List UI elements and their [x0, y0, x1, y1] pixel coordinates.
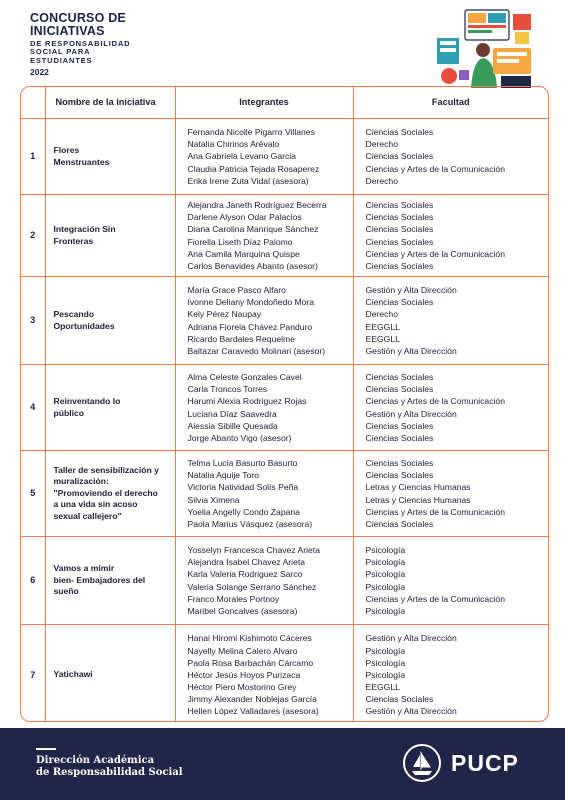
member-name: Jimmy Alexander Noblejas García: [187, 693, 317, 704]
member-name: Telma Lucia Basurto Basurto: [187, 458, 298, 469]
member-name: Paola Rosa Barbachán Cárcamo: [187, 657, 314, 668]
member-name: Victoria Natividad Solís Peña: [187, 482, 299, 493]
initiative-name-line: Taller de sensibilización y: [53, 464, 159, 475]
faculty-name: Ciencias Sociales: [365, 470, 434, 481]
contest-year: 2022: [30, 67, 49, 77]
initiative-name-line: Oportunidades: [53, 320, 115, 331]
faculty-name: Letras y Ciencias Humanas: [365, 494, 471, 505]
initiative-name-line: a una vida sin acoso: [53, 499, 138, 510]
member-name: Héctor Jesús Hoyos Purizaca: [187, 669, 301, 680]
member-name: Ana Camila Marquina Quispe: [187, 248, 300, 259]
org-line: Dirección Académica: [36, 755, 155, 766]
faculty-name: Gestión y Alta Dirección: [365, 408, 457, 419]
initiative-name-line: Menstruantes: [53, 156, 110, 167]
title-line: CONCURSO DE: [30, 11, 126, 25]
member-name: Luciana Díaz Saavedra: [187, 408, 277, 419]
faculty-name: Psicología: [365, 569, 406, 580]
faculty-name: Gestión y Alta Dirección: [365, 345, 457, 356]
faculty-name: Ciencias Sociales: [365, 236, 434, 247]
faculty-name: Ciencias Sociales: [365, 127, 434, 138]
header-illustration: [435, 8, 535, 90]
member-name: Hellen López Valladares (asesora): [187, 705, 319, 716]
row-number: 3: [21, 277, 45, 365]
faculty-name: Gestión y Alta Dirección: [365, 705, 457, 716]
member-name: Baltazar Caravedo Molinari (asesor): [187, 345, 326, 356]
faculty-name: EEGGLL: [365, 321, 400, 332]
faculty-name: Ciencias Sociales: [365, 693, 434, 704]
faculty-name: Letras y Ciencias Humanas: [365, 482, 471, 493]
member-name: Jorge Abanto Vigo (asesor): [187, 432, 292, 443]
faculty-name: Psicología: [365, 545, 406, 556]
col-header-faculty: Facultad: [353, 87, 548, 119]
col-header-members: Integrantes: [175, 87, 353, 119]
member-name: Ivonne Deliany Mondoñedo Mora: [187, 297, 315, 308]
initiative-name-line: público: [53, 407, 85, 418]
member-name: Darlene Alyson Odar Palacios: [187, 212, 302, 223]
faculty-name: Ciencias Sociales: [365, 151, 434, 162]
member-name: Valeria Solange Serrano Sánchez: [187, 581, 317, 592]
initiatives-table: [20, 86, 549, 722]
initiative-name: [45, 625, 175, 723]
initiative-name-line: bien- Embajadores del: [53, 574, 146, 585]
faculty-name: Derecho: [365, 139, 398, 150]
initiative-name-line: Vamos a mimir: [53, 563, 115, 574]
initiative-name-line: Integración Sin: [53, 224, 116, 234]
faculty-name: Derecho: [365, 309, 398, 320]
members-cell: [175, 195, 353, 277]
member-name: Erika Irene Zuta Vidal (asesora): [187, 175, 309, 186]
table-row: [21, 277, 548, 365]
member-name: Adriana Fiorela Chávez Panduro: [187, 321, 313, 332]
initiative-name-line: sueño: [53, 586, 79, 597]
faculty-name: Ciencias Sociales: [365, 212, 434, 223]
initiative-name-line: Yatichawi: [53, 669, 93, 679]
member-name: Alma Celeste Gonzales Cavel: [187, 372, 302, 383]
initiative-name-line: muralización:: [53, 476, 109, 487]
initiative-name-line: "Promoviendo el derecho: [53, 487, 158, 498]
faculty-name: Ciencias y Artes de la Comunicación: [365, 506, 505, 517]
members-cell: [175, 537, 353, 625]
subtitle-line: DE RESPONSABILIDAD: [30, 39, 131, 48]
page-header: [30, 12, 535, 80]
members-cell: [175, 625, 353, 723]
table-row: [21, 365, 548, 451]
table-row: [21, 195, 548, 277]
faculty-cell: [353, 195, 548, 277]
faculty-cell: [353, 625, 548, 723]
faculty-name: Ciencias y Artes de la Comunicación: [365, 248, 505, 259]
faculty-cell: [353, 365, 548, 451]
member-name: Natalia Chirinos Arévalo: [187, 139, 280, 150]
initiative-name: [45, 277, 175, 365]
initiative-name: [45, 119, 175, 195]
member-name: Fernanda Nicolle Pigarro Villanes: [187, 127, 315, 138]
initiative-name: [45, 195, 175, 277]
faculty-name: Psicología: [365, 605, 406, 616]
faculty-name: Ciencias y Artes de la Comunicación: [365, 163, 505, 174]
faculty-name: Psicología: [365, 557, 406, 568]
faculty-cell: [353, 451, 548, 537]
subtitle-line: ESTUDIANTES: [30, 55, 93, 65]
member-name: Alejandra Isabel Chavez Arieta: [187, 557, 306, 568]
faculty-name: Ciencias y Artes de la Comunicación: [365, 593, 505, 604]
title-line: INICIATIVAS: [30, 24, 105, 38]
member-name: Carlos Benavides Abanto (asesor): [187, 260, 318, 271]
faculty-name: Ciencias Sociales: [365, 224, 434, 235]
table-row: [21, 537, 548, 625]
initiative-name-line: Pescando: [53, 309, 95, 319]
footer-org-name: [36, 755, 183, 779]
row-number: 6: [21, 537, 45, 625]
faculty-name: Ciencias Sociales: [365, 518, 434, 529]
faculty-name: Ciencias Sociales: [365, 420, 434, 431]
contest-subtitle: [30, 40, 130, 65]
member-name: Silvia Ximena: [187, 494, 240, 505]
member-name: Carla Troncos Torres: [187, 384, 268, 395]
row-number: 1: [21, 119, 45, 195]
faculty-name: Derecho: [365, 175, 398, 186]
footer-divider: [36, 748, 56, 750]
members-cell: [175, 277, 353, 365]
col-header-name: Nombre de la iniciativa: [45, 87, 175, 119]
org-line: de Responsabilidad Social: [36, 767, 183, 778]
member-name: Harumi Alexia Rodriguez Rojas: [187, 396, 307, 407]
row-number: 4: [21, 365, 45, 451]
faculty-cell: [353, 537, 548, 625]
initiative-name: [45, 365, 175, 451]
faculty-name: Gestión y Alta Dirección: [365, 633, 457, 644]
initiative-name-line: Reinventando lo: [53, 396, 121, 406]
faculty-name: EEGGLL: [365, 681, 400, 692]
page-footer: [0, 728, 565, 800]
member-name: Alejandra Janeth Rodríguez Becerra: [187, 200, 327, 211]
member-name: María Grace Pasco Alfaro: [187, 285, 286, 296]
initiative-name: [45, 537, 175, 625]
table-row: [21, 119, 548, 195]
member-name: Karla Valeria Rodriguez Sarco: [187, 569, 303, 580]
table-row: [21, 451, 548, 537]
faculty-name: Ciencias Sociales: [365, 384, 434, 395]
member-name: Franco Morales Portnoy: [187, 593, 280, 604]
members-cell: [175, 365, 353, 451]
faculty-name: EEGGLL: [365, 333, 400, 344]
faculty-name: Ciencias Sociales: [365, 297, 434, 308]
table-header-row: [21, 87, 548, 119]
faculty-name: Ciencias Sociales: [365, 200, 434, 211]
faculty-name: Psicología: [365, 645, 406, 656]
faculty-name: Gestión y Alta Dirección: [365, 285, 457, 296]
member-name: Kely Pérez Naupay: [187, 309, 262, 320]
subtitle-line: SOCIAL PARA: [30, 47, 91, 57]
members-cell: [175, 119, 353, 195]
member-name: Yosselyn Francesca Chavez Arieta: [187, 545, 320, 556]
pucp-logo: PUCP: [451, 750, 519, 776]
faculty-cell: [353, 277, 548, 365]
table-row: [21, 625, 548, 723]
member-name: Nayelly Melina Calero Alvaro: [187, 645, 298, 656]
member-name: Héctor Piero Mostorino Grey: [187, 681, 297, 692]
row-number: 2: [21, 195, 45, 277]
faculty-name: Psicología: [365, 657, 406, 668]
faculty-name: Psicología: [365, 669, 406, 680]
faculty-name: Ciencias Sociales: [365, 458, 434, 469]
initiative-name-line: sexual callejero": [53, 510, 122, 521]
member-name: Ricardo Bardales Requelme: [187, 333, 295, 344]
member-name: Ana Gabriela Levano Garcia: [187, 151, 296, 162]
row-number: 7: [21, 625, 45, 723]
faculty-name: Ciencias Sociales: [365, 260, 434, 271]
member-name: Fiorella Liseth Díaz Palomo: [187, 236, 293, 247]
member-name: Maribel Goncalves (asesora): [187, 605, 298, 616]
faculty-name: Psicología: [365, 581, 406, 592]
col-header-number: [21, 87, 45, 119]
contest-title: [30, 12, 126, 38]
pucp-seal-icon: [402, 743, 442, 783]
member-name: Claudia Patricia Tejada Rosaperez: [187, 163, 320, 174]
initiative-name-line: Fronteras: [53, 235, 94, 246]
member-name: Natalia Aquije Toro: [187, 470, 260, 481]
row-number: 5: [21, 451, 45, 537]
member-name: Paola Marius Vásquez (asesora): [187, 518, 313, 529]
member-name: Alessia Sibille Quesada: [187, 420, 278, 431]
faculty-name: Ciencias Sociales: [365, 432, 434, 443]
member-name: Diana Carolina Manrique Sánchez: [187, 224, 319, 235]
member-name: Yoelia Angelly Condo Zapana: [187, 506, 300, 517]
member-name: Hanai Hiromi Kishimoto Cáceres: [187, 633, 312, 644]
faculty-name: Ciencias Sociales: [365, 372, 434, 383]
members-cell: [175, 451, 353, 537]
faculty-cell: [353, 119, 548, 195]
initiative-name: [45, 451, 175, 537]
faculty-name: Ciencias y Artes de la Comunicación: [365, 396, 505, 407]
initiative-name-line: Flores: [53, 145, 80, 155]
